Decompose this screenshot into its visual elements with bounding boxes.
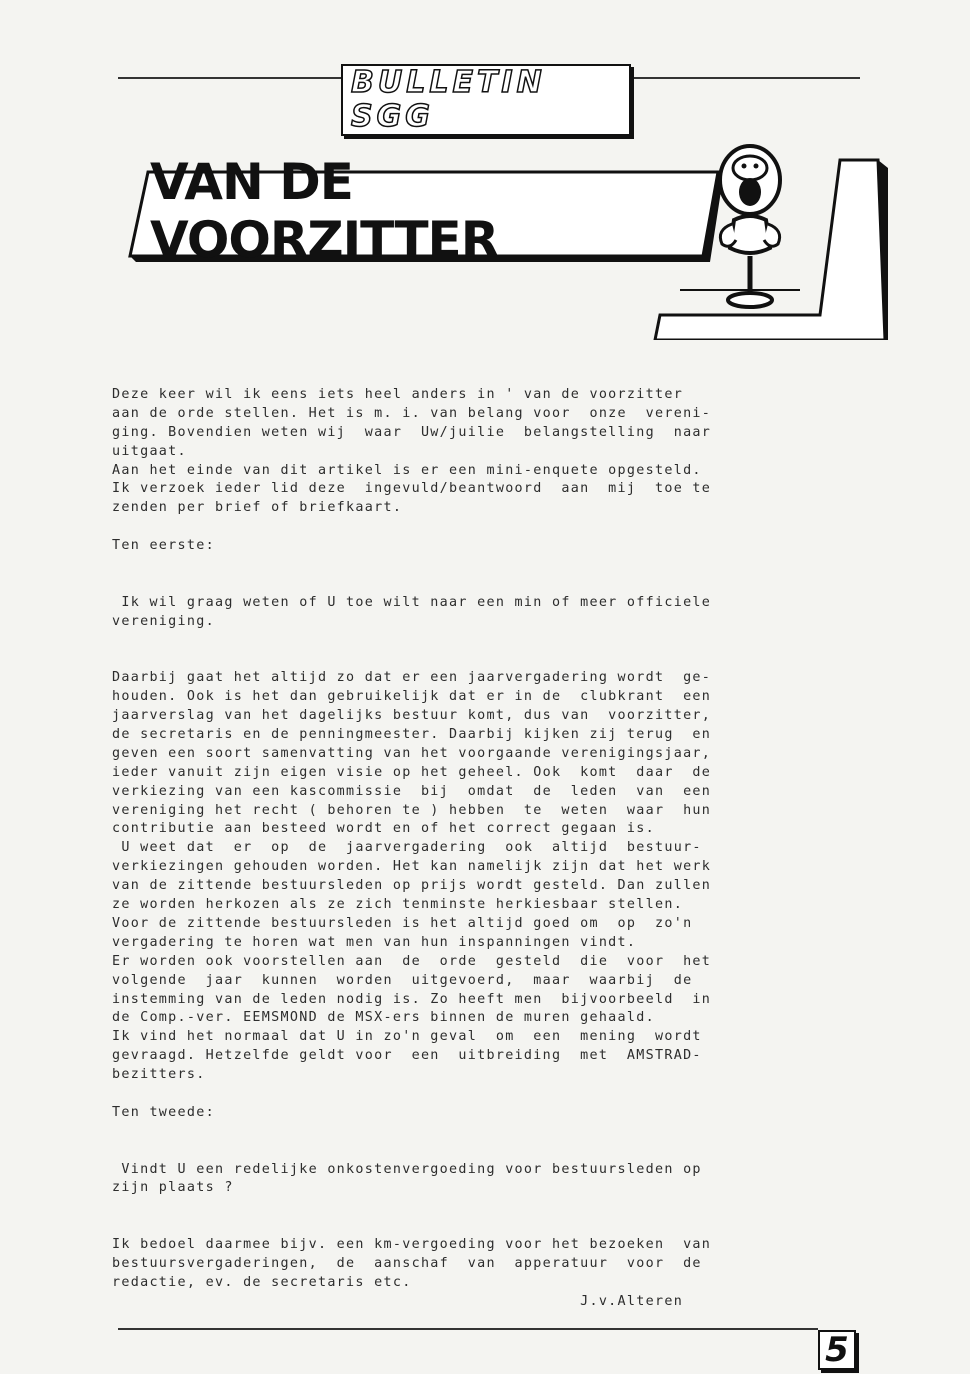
article-line [112, 575, 857, 594]
article-line: zijn plaats ? [112, 1180, 234, 1196]
article-line [112, 1217, 857, 1236]
article-line: verkiezingen gehouden worden. Het kan namelijk zijn dat het werk [112, 859, 712, 875]
article-line: Ik vind het normaal dat U in zo'n geval om een mening wordt [112, 1029, 702, 1045]
screaming-mascot-illustration [650, 120, 890, 340]
article-line: instemming van de leden nodig is. Zo heeft men bijvoorbeeld in [112, 991, 712, 1007]
article-line: vereniging. [112, 613, 215, 629]
article-line: redactie, ev. de secretaris etc. [112, 1274, 412, 1290]
article-line: Vindt U een redelijke onkostenvergoeding voor bestuursleden op [112, 1161, 702, 1177]
article-line: Ik verzoek ieder lid deze ingevuld/beantwoord aan mij toe te [112, 481, 712, 497]
article-line [112, 1142, 857, 1161]
article-line: volgende jaar kunnen worden uitgevoerd, maar waarbij de [112, 972, 693, 988]
article-line [112, 632, 857, 651]
article-line: Daarbij gaat het altijd zo dat er een jaarvergadering wordt ge- [112, 670, 712, 686]
article-line [112, 518, 857, 537]
bottom-rule [118, 1328, 818, 1330]
article-line: houden. Ook is het dan gebruikelijk dat er in de clubkrant een [112, 689, 712, 705]
article-line: de secretaris en de penningmeester. Daarbij kijken zij terug en [112, 727, 712, 743]
article-line: vereniging het recht ( behoren te ) hebben te weten waar hun [112, 802, 712, 818]
article-line: verkiezing van een kascommissie bij omdat de leden van een [112, 783, 712, 799]
article-line: vergadering te horen wat men van hun inspanningen vindt. [112, 934, 637, 950]
article-line: van de zittende bestuursleden op prijs wordt gesteld. Dan zullen [112, 878, 712, 894]
article-body [112, 386, 857, 1312]
article-line: Er worden ook voorstellen aan de orde gesteld die voor het [112, 953, 712, 969]
article-line: Ten tweede: [112, 1104, 215, 1120]
article-line: Voor de zittende bestuursleden is het altijd goed om op zo'n [112, 915, 693, 931]
article-line: Ten eerste: [112, 538, 215, 554]
page-title: VAN DE VOORZITTER [150, 153, 499, 269]
article-line: bestuursvergaderingen, de aanschaf van apperatuur voor de [112, 1255, 702, 1271]
article-line [112, 1198, 857, 1217]
article-line: bezitters. [112, 1067, 206, 1083]
article-line: gevraagd. Hetzelfde geldt voor een uitbreiding met AMSTRAD- [112, 1048, 702, 1064]
article-line: ieder vanuit zijn eigen visie op het geheel. Ook komt daar de [112, 764, 712, 780]
article-line [112, 1085, 857, 1104]
article-line: Deze keer wil ik eens iets heel anders in ' van de voorzitter [112, 387, 684, 402]
article-line: de Comp.-ver. EEMSMOND de MSX-ers binnen de muren gehaald. [112, 1010, 655, 1026]
article-line: Aan het einde van dit artikel is er een mini-enquete opgesteld. [112, 462, 702, 478]
article-line: uitgaat. [112, 443, 187, 459]
article-line: contributie aan besteed wordt en of het correct gegaan is. [112, 821, 655, 837]
article-line: jaarverslag van het dagelijks bestuur komt, dus van voorzitter, [112, 708, 712, 724]
page-number: 5 [818, 1330, 856, 1370]
article-line: Ik wil graag weten of U toe wilt naar een min of meer officiele [112, 594, 712, 610]
article-line: ze worden herkozen als ze zich tenminste herkiesbaar stellen. [112, 897, 684, 913]
article-line: zenden per brief of briefkaart. [112, 500, 403, 516]
article-line [112, 650, 857, 669]
article-line: ging. Bovendien weten wij waar Uw/juilie belangstelling naar [112, 424, 712, 440]
article-line [112, 1123, 857, 1142]
article-line: J.v.Alteren [112, 1293, 684, 1309]
article-line: Ik bedoel daarmee bijv. een km-vergoeding voor het bezoeken van [112, 1237, 712, 1253]
masthead [340, 65, 632, 134]
article-line: aan de orde stellen. Het is m. i. van belang voor onze vereni- [112, 405, 712, 421]
article-line: geven een soort samenvatting van het voorgaande verenigingsjaar, [112, 745, 712, 761]
article-line [112, 556, 857, 575]
article-line: U weet dat er op de jaarvergadering ook altijd bestuur- [112, 840, 702, 856]
masthead-text: BULLETIN SGG [341, 64, 631, 136]
